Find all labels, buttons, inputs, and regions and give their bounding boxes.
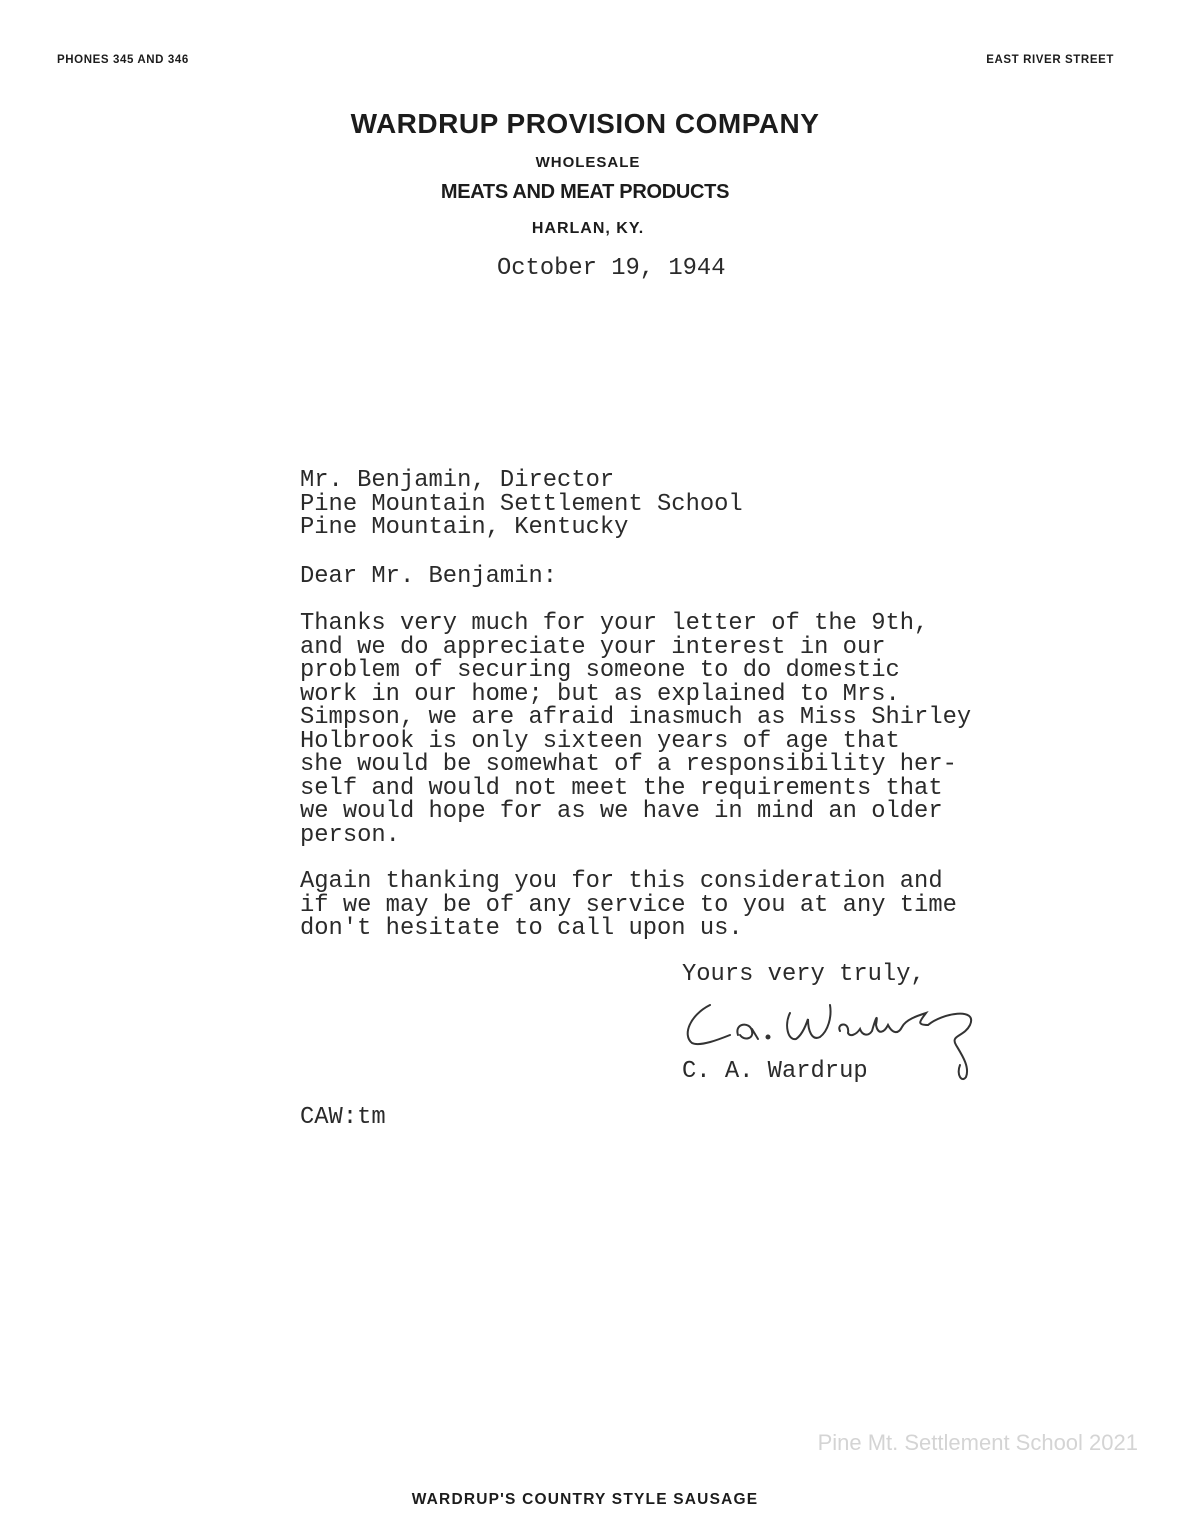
body-paragraph-2: Again thanking you for this consideration and if we may be of any service to you at any time don't hesitate to call upon us.: [300, 868, 957, 942]
company-name: WARDRUP PROVISION COMPANY: [350, 108, 820, 139]
products-label: MEATS AND MEAT PRODUCTS: [440, 181, 730, 203]
wholesale-label: WHOLESALE: [535, 154, 641, 171]
body-paragraph-1: Thanks very much for your letter of the 9th, and we do appreciate your interest in our problem of securing someone to do domestic work in our home; but as explained to Mrs. Simpson, we are afraid inasmuch as Miss Shirley Holbrook is only sixteen years of age that she would be somewhat of a responsibility her- self and would not meet the requirements that we would hope for as we have in mind an older person.: [300, 610, 972, 849]
city-label: HARLAN, KY.: [531, 220, 645, 237]
footer-slogan: WARDRUP'S COUNTRY STYLE SAUSAGE: [411, 1491, 759, 1508]
closing: Yours very truly,: [682, 961, 925, 988]
letter-date: October 19, 1944: [497, 255, 726, 282]
watermark: Pine Mt. Settlement School 2021: [817, 1430, 1138, 1455]
phones-line: PHONES 345 AND 346: [57, 54, 189, 66]
street-address: EAST RIVER STREET: [986, 54, 1114, 66]
reference-initials: CAW:tm: [300, 1104, 386, 1131]
signer-name: C. A. Wardrup: [682, 1058, 868, 1085]
recipient-address: Mr. Benjamin, Director Pine Mountain Settlement School Pine Mountain, Kentucky: [300, 467, 743, 541]
salutation: Dear Mr. Benjamin:: [300, 563, 558, 590]
